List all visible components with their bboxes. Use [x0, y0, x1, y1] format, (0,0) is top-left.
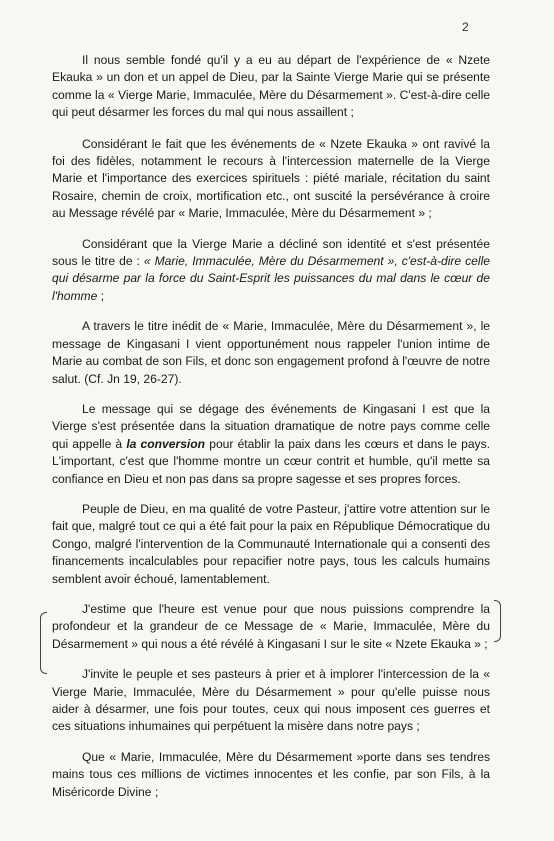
paragraph-5-rest: pour établir la paix dans les cœurs et dans le pays. L'important, c'est que l'homme montre un cœur contrit et humble, qu'il mette sa confiance en Dieu et non pas dans sa propre sagesse et ses propres forces. [52, 436, 491, 486]
paragraph-2: Considérant le fait que les événements de « Nzete Ekauka » ont ravivé la foi des fidèles, notamment le recours à l'intercession maternelle de la Vierge Marie et l'importance des exercices spirituels : piété mariale, récitation du saint Rosaire, chemin de croix, mortification etc., ont suscité la persévérance à croire au Message révélé par « Marie, Immaculée, Mère du Désarmement » ; [52, 136, 490, 221]
paragraph-6: Peuple de Dieu, en ma qualité de votre Pasteur, j'attire votre attention sur le fait que, malgré tout ce qui a été fait pour la paix en République Démocratique du Congo, malgré l'intervention de la Communauté Internationale qui a consenti des financements incalculables pour repacifier notre pays, tous les calculs humains semblent avoir échoué, lamentablement. [52, 501, 490, 586]
paragraph-5 [52, 401, 490, 488]
paragraph-3-end: ; [97, 288, 105, 303]
paragraph-4: A travers le titre inédit de « Marie, Immaculée, Mère du Désarmement », le message de Kingasani I vient opportunément nous rappeler l'union intime de Marie au combat de son Fils, et donc son engagement profond à l'œuvre de notre salut. (Cf. Jn 19, 26-27). [52, 319, 490, 386]
page-number: 2 [462, 20, 469, 34]
document-body [52, 52, 490, 814]
handwritten-bracket-left [40, 612, 47, 674]
paragraph-9: Que « Marie, Immaculée, Mère du Désarmement »porte dans ses tendres mains tous ces millions de victimes innocentes et les confie, par son Fils, à la Miséricorde Divine ; [52, 749, 490, 799]
paragraph-8: J'invite le peuple et ses pasteurs à prier et à implorer l'intercession de la « Vierge Marie, Immaculée, Mère du Désarmement » pour qu'elle puisse nous aider à désarmer, une fois pour toutes, ceux qui nous imposent ces guerres et ces situations inhumaines qui perpétuent la misère dans notre pays ; [52, 667, 490, 734]
handwritten-bracket-right [494, 600, 501, 642]
paragraph-7: J'estime que l'heure est venue pour que nous puissions comprendre la profondeur et la grandeur de ce Message de « Marie, Immaculée, Mère du Désarmement » qui nous a été révélé à Kingasani I sur le site « Nzete Ekauka » ; [52, 601, 490, 651]
paragraph-3-intro: Considérant que la Vierge Marie a décliné son identité et s'est présentée sous le titre de : [52, 236, 490, 269]
paragraph-1: Il nous semble fondé qu'il y a eu au départ de l'expérience de « Nzete Ekauka » un don et un appel de Dieu, par la Sainte Vierge Marie qui se présente comme la « Vierge Marie, Immaculée, Mère du Désarmement ». C'est-à-dire celle qui peut désarmer les forces du mal qui nous assaillent ; [52, 53, 490, 120]
paragraph-3 [52, 236, 490, 306]
paragraph-5-emphasis: la conversion [126, 436, 206, 451]
paragraph-3-quote: « Marie, Immaculée, Mère du Désarmement », c'est-à-dire celle qui désarme par la force du Saint-Esprit les puissances du mal dans le cœur de l'homme [52, 254, 490, 303]
paragraph-5-intro: Le message qui se dégage des événements de Kingasani I est que la Vierge s'est présentée dans la situation dramatique de notre pays comme celle qui appelle à [52, 401, 490, 451]
